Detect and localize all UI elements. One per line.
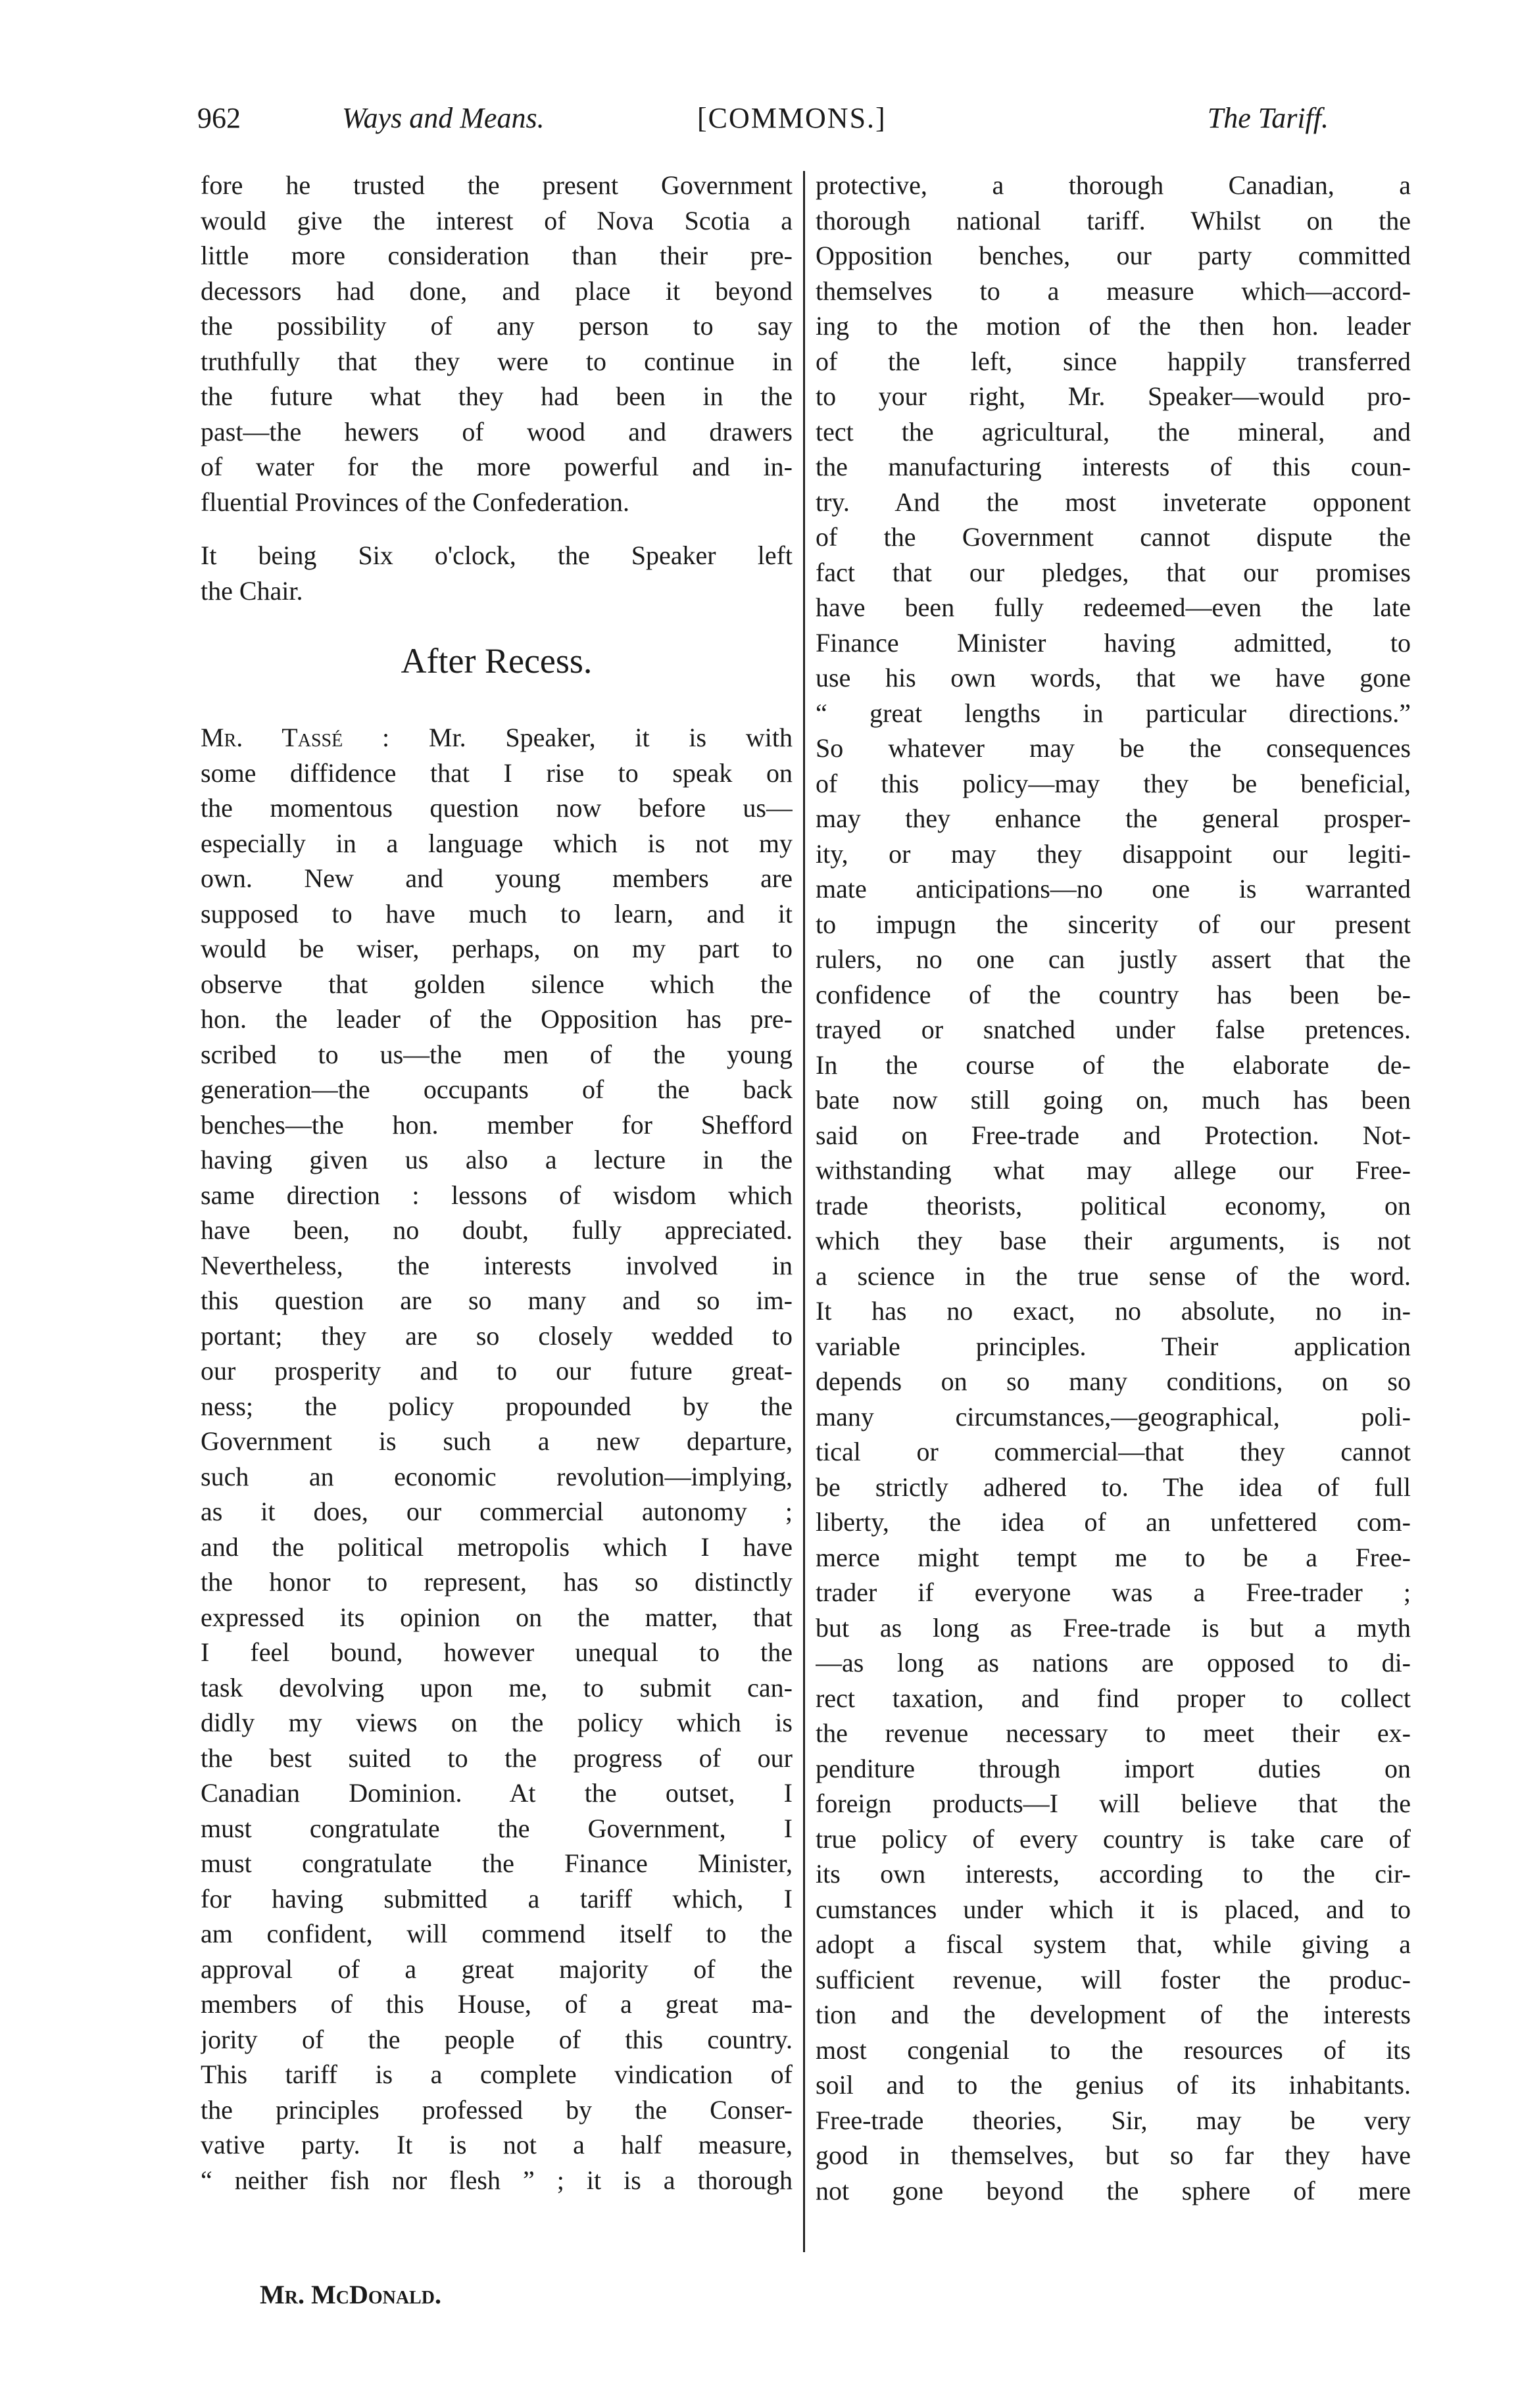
text-line: little more consideration than their pre- (201, 241, 793, 270)
column-divider (803, 171, 805, 2252)
text-line: especially in a language which is not my (201, 828, 793, 858)
text-line: Finance Minister having admitted, to (816, 627, 1411, 658)
text-line: the future what they had been in the (201, 381, 793, 411)
text-line: depends on so many conditions, on so (816, 1366, 1411, 1396)
text-line: protective, a thorough Canadian, a (816, 170, 1411, 200)
text-line: may they enhance the general prosper- (816, 804, 1411, 833)
text-line: trayed or snatched under false pretences. (816, 1015, 1411, 1044)
text-line: fore he trusted the present Government (201, 170, 793, 200)
text-line: Government is such a new departure, (201, 1426, 793, 1456)
page-number: 962 (197, 102, 241, 134)
text-line: —as long as nations are opposed to di- (816, 1648, 1411, 1677)
text-line: mate anticipations—no one is warranted (816, 874, 1411, 903)
text-line: such an economic revolution—implying, (201, 1461, 793, 1491)
text-line: variable principles. Their application (816, 1331, 1411, 1361)
text-line: It has no exact, no absolute, no in- (816, 1296, 1411, 1326)
text-line: tical or commercial—that they cannot (816, 1437, 1411, 1466)
text-line: task devolving upon me, to submit can- (201, 1672, 793, 1702)
text-line: many circumstances,—geographical, poli- (816, 1401, 1411, 1432)
text-line: cumstances under which it is placed, and to (816, 1894, 1411, 1924)
text-line: the revenue necessary to meet their ex- (816, 1718, 1411, 1748)
text-line: said on Free-trade and Protection. Not- (816, 1120, 1411, 1150)
speech-first-line-text: : Mr. Speaker, it is with (382, 723, 793, 752)
header-left-title: Ways and Means. (342, 102, 545, 134)
text-line: for having submitted a tariff which, I (201, 1883, 793, 1914)
text-line: Opposition benches, our party committed (816, 241, 1411, 270)
text-line: soil and to the genius of its inhabitants. (816, 2070, 1411, 2100)
text-line: rect taxation, and find proper to collect (816, 1683, 1411, 1713)
text-line: the possibility of any person to say (201, 311, 793, 341)
text-line: members of this House, of a great ma- (201, 1989, 793, 2019)
paragraph-recess-note (201, 538, 793, 608)
text-line: thorough national tariff. Whilst on the (816, 205, 1411, 235)
text-line: foreign products—I will believe that the (816, 1789, 1411, 1818)
text-line: Free-trade theories, Sir, may be very (816, 2105, 1411, 2135)
text-line: “ neither fish nor flesh ” ; it is a thorough (201, 2165, 793, 2195)
text-line: must congratulate the Government, I (201, 1813, 793, 1843)
text-line: fluential Provinces of the Confederation. (201, 487, 630, 517)
text-line: be strictly adhered to. The idea of full (816, 1472, 1411, 1502)
text-line: ing to the motion of the then hon. leader (816, 311, 1411, 341)
text-line: trade theorists, political economy, on (816, 1190, 1411, 1220)
text-line: same direction : lessons of wisdom which (201, 1180, 793, 1210)
text-line: tion and the development of the interests (816, 2000, 1411, 2029)
text-line: of this policy—may they be beneficial, (816, 768, 1411, 798)
text-line: truthfully that they were to continue in (201, 346, 793, 376)
text-line: I feel bound, however unequal to the (201, 1637, 793, 1667)
text-line: portant; they are so closely wedded to (201, 1320, 793, 1351)
text-line: have been fully redeemed—even the late (816, 592, 1411, 622)
text-line: am confident, will commend itself to the (201, 1919, 793, 1948)
text-line: the momentous question now before us— (201, 793, 793, 823)
text-line: generation—the occupants of the back (201, 1074, 793, 1104)
text-line: scribed to us—the men of the young (201, 1039, 793, 1069)
text-line: So whatever may be the consequences (816, 733, 1411, 763)
text-line: use his own words, that we have gone (816, 663, 1411, 692)
text-line: Canadian Dominion. At the outset, I (201, 1778, 793, 1808)
text-line: ness; the policy propounded by the (201, 1391, 793, 1421)
text-line: observe that golden silence which the (201, 969, 793, 999)
text-line: good in themselves, but so far they have (816, 2140, 1411, 2170)
text-line: confidence of the country has been be- (816, 979, 1411, 1009)
text-line: the principles professed by the Conser- (201, 2094, 793, 2125)
text-line: rulers, no one can justly assert that the (816, 944, 1411, 974)
speaker-name: Mr. Tassé (201, 723, 343, 752)
text-line: withstanding what may allege our Free- (816, 1155, 1411, 1185)
text-line: this question are so many and so im- (201, 1286, 793, 1315)
text-line: ity, or may they disappoint our legiti- (816, 838, 1411, 869)
text-line: some diffidence that I rise to speak on (201, 758, 793, 788)
speech-first-line (201, 720, 793, 756)
text-line: the manufacturing interests of this coun- (816, 452, 1411, 481)
text-line: and the political metropolis which I have (201, 1531, 793, 1562)
text-line: must congratulate the Finance Minister, (201, 1848, 793, 1878)
text-line: liberty, the idea of an unfettered com- (816, 1507, 1411, 1537)
text-line: which they base their arguments, is not (816, 1226, 1411, 1255)
paragraph-continuation (201, 168, 793, 519)
text-line: “ great lengths in particular directions.” (816, 698, 1411, 728)
text-line: the honor to represent, has so distinctly (201, 1567, 793, 1597)
text-line: as it does, our commercial autonomy ; (201, 1497, 793, 1526)
text-line: past—the hewers of wood and drawers (201, 416, 793, 446)
text-line: our prosperity and to our future great- (201, 1356, 793, 1385)
header-center-title: [COMMONS.] (697, 102, 887, 134)
text-line: the Chair. (201, 575, 303, 606)
text-line: Nevertheless, the interests involved in (201, 1250, 793, 1280)
text-line: would be wiser, perhaps, on my part to (201, 934, 793, 963)
text-line: benches—the hon. member for Shefford (201, 1109, 793, 1140)
text-line: of water for the more powerful and in- (201, 452, 793, 481)
running-header (197, 99, 1329, 138)
text-line: most congenial to the resources of its (816, 2035, 1411, 2065)
text-line: merce might tempt me to be a Free- (816, 1542, 1411, 1572)
text-line: This tariff is a complete vindication of (201, 2059, 793, 2089)
speech-continuation (816, 168, 1411, 2208)
text-line: of the left, since happily transferred (816, 346, 1411, 376)
text-line: fact that our pledges, that our promises (816, 557, 1411, 587)
text-line: would give the interest of Nova Scotia a (201, 205, 793, 235)
text-line: not gone beyond the sphere of mere (816, 2175, 1411, 2205)
text-line: true policy of every country is take care of (816, 1823, 1411, 1854)
text-line: the best suited to the progress of our (201, 1743, 793, 1773)
text-line: sufficient revenue, will foster the produc- (816, 1964, 1411, 1994)
text-line: tect the agricultural, the mineral, and (816, 416, 1411, 446)
text-line: didly my views on the policy which is (201, 1708, 793, 1737)
header-right-title: The Tariff. (1207, 102, 1329, 134)
text-line: trader if everyone was a Free-trader ; (816, 1577, 1411, 1607)
text-line: themselves to a measure which—accord- (816, 276, 1411, 306)
text-line: hon. the leader of the Opposition has pre- (201, 1004, 793, 1034)
text-line: of the Government cannot dispute the (816, 522, 1411, 552)
text-line: its own interests, according to the cir- (816, 1859, 1411, 1889)
text-line: penditure through import duties on (816, 1753, 1411, 1783)
text-line: It being Six o'clock, the Speaker left (201, 541, 793, 570)
text-line: decessors had done, and place it beyond (201, 276, 793, 306)
text-line: try. And the most inveterate opponent (816, 487, 1411, 517)
text-line: bate now still going on, much has been (816, 1085, 1411, 1115)
text-line: to impugn the sincerity of our present (816, 909, 1411, 939)
text-line: to your right, Mr. Speaker—would pro- (816, 381, 1411, 411)
text-line: have been, no doubt, fully appreciated. (201, 1215, 793, 1245)
text-line: In the course of the elaborate de- (816, 1049, 1411, 1080)
text-line: having given us also a lecture in the (201, 1145, 793, 1174)
text-line: a science in the true sense of the word. (816, 1261, 1411, 1291)
right-column (816, 168, 1411, 2208)
section-title: After Recess. (401, 641, 593, 681)
text-line: supposed to have much to learn, and it (201, 898, 793, 928)
left-column (201, 168, 793, 2198)
text-line: vative party. It is not a half measure, (201, 2130, 793, 2159)
text-line: but as long as Free-trade is but a myth (816, 1612, 1411, 1643)
text-line: adopt a fiscal system that, while giving a (816, 1929, 1411, 1959)
speech-body (201, 756, 793, 2198)
text-line: jority of the people of this country. (201, 2024, 793, 2054)
footer-speaker-name: Mr. McDonald. (260, 2280, 441, 2309)
text-line: own. New and young members are (201, 863, 793, 893)
text-line: expressed its opinion on the matter, that (201, 1602, 793, 1632)
text-line: approval of a great majority of the (201, 1954, 793, 1984)
